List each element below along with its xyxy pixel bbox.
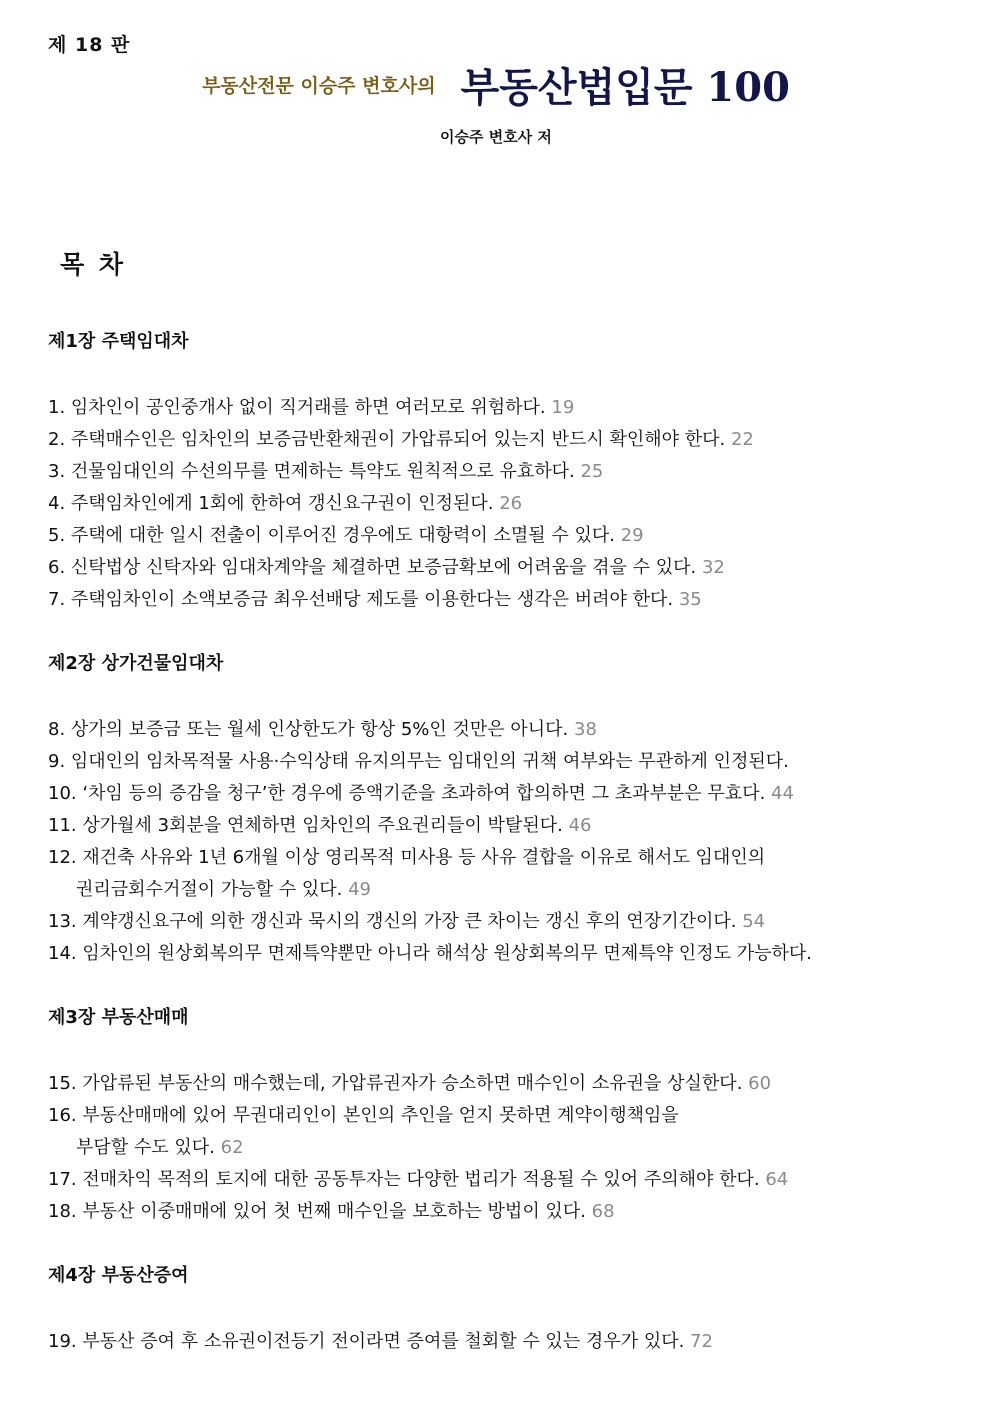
toc-entry-text: 7. 주택임차인이 소액보증금 최우선배당 제도를 이용한다는 생각은 버려야 한다. [48, 589, 674, 610]
toc-entry [48, 810, 958, 842]
toc-entry-text: 16. 부동산매매에 있어 무권대리인이 본인의 추인을 얻지 못하면 계약이행책임을 [48, 1105, 679, 1126]
toc-entry-text: 12. 재건축 사유와 1년 6개월 이상 영리목적 미사용 등 사유 결합을 이유로 해서도 임대인의 [48, 847, 766, 868]
toc-entry [48, 938, 958, 970]
toc-entry-text: 8. 상가의 보증금 또는 월세 인상한도가 항상 5%인 것만은 아니다. [48, 719, 569, 740]
toc-entry-page-number: 72 [690, 1331, 713, 1352]
table-of-contents [48, 326, 958, 1390]
author-line: 이승주 변호사 저 [440, 128, 552, 146]
toc-entry-text: 5. 주택에 대한 일시 전출이 이루어진 경우에도 대항력이 소멸될 수 있다. [48, 525, 615, 546]
book-title: 부동산법입문 100 [460, 64, 790, 111]
toc-entry [48, 906, 958, 938]
toc-entry-text: 1. 임차인이 공인중개사 없이 직거래를 하면 여러모로 위험하다. [48, 397, 546, 418]
chapter-title: 제4장 부동산증여 [48, 1265, 189, 1286]
toc-entry [48, 1068, 958, 1100]
toc-entry-page-number: 60 [748, 1073, 772, 1094]
toc-entry-page-number: 64 [765, 1169, 789, 1190]
toc-entry [48, 456, 958, 488]
toc-entry-page-number: 49 [348, 879, 371, 900]
toc-entry [48, 584, 958, 616]
toc-entry-text: 14. 임차인의 원상회복의무 면제특약뿐만 아니라 해석상 원상회복의무 면제특약 인정도 가능하다. [48, 943, 812, 964]
toc-entry [48, 1196, 958, 1228]
chapter-block [48, 1002, 958, 1228]
chapter-block [48, 1260, 958, 1358]
toc-heading: 목 차 [60, 250, 127, 279]
chapter-title: 제1장 주택임대차 [48, 331, 189, 352]
chapter-title: 제2장 상가건물임대차 [48, 653, 224, 674]
toc-entry-page-number: 19 [551, 397, 575, 418]
toc-entry [48, 520, 958, 552]
toc-entry [48, 778, 958, 810]
toc-entry [48, 552, 958, 584]
toc-entry-text: 4. 주택임차인에게 1회에 한하여 갱신요구권이 인정된다. [48, 493, 494, 514]
toc-entry-text: 권리금회수거절이 가능할 수 있다. [76, 879, 343, 900]
toc-entry-continuation [48, 874, 958, 906]
toc-entry-page-number: 54 [742, 911, 766, 932]
toc-entry-text: 17. 전매차익 목적의 토지에 대한 공동투자는 다양한 법리가 적용될 수 있어 주의해야 한다. [48, 1169, 760, 1190]
toc-entry-page-number: 22 [730, 429, 754, 450]
toc-entry [48, 714, 958, 746]
toc-entry-page-number: 35 [678, 589, 702, 610]
toc-entry-text: 9. 임대인의 임차목적물 사용·수익상태 유지의무는 임대인의 귀책 여부와는 무관하게 인정된다. [48, 751, 789, 772]
toc-entry [48, 746, 958, 778]
edition-label: 제 18 판 [48, 34, 131, 56]
toc-entry-page-number: 62 [220, 1137, 244, 1158]
toc-entry-text: 13. 계약갱신요구에 의한 갱신과 묵시의 갱신의 가장 큰 차이는 갱신 후의 연장기간이다. [48, 911, 737, 932]
toc-entry [48, 1164, 958, 1196]
toc-entry [48, 424, 958, 456]
toc-entry-text: 10. ‘차임 등의 증감을 청구’한 경우에 증액기준을 초과하여 합의하면 그 초과부분은 무효다. [48, 783, 766, 804]
toc-entry-page-number: 32 [701, 557, 725, 578]
toc-entry-page-number: 25 [580, 461, 604, 482]
toc-entry-text: 3. 건물임대인의 수선의무를 면제하는 특약도 원칙적으로 유효하다. [48, 461, 575, 482]
toc-entry-page-number: 68 [591, 1201, 615, 1222]
toc-entry-text: 19. 부동산 증여 후 소유권이전등기 전이라면 증여를 철회할 수 있는 경우가 있다. [48, 1331, 685, 1352]
toc-entry-page-number: 29 [620, 525, 644, 546]
toc-entry-text: 6. 신탁법상 신탁자와 임대차계약을 체결하면 보증금확보에 어려움을 겪을 수 있다. [48, 557, 697, 578]
toc-entry [48, 842, 958, 874]
toc-entry-page-number: 46 [568, 815, 592, 836]
toc-entry [48, 392, 958, 424]
toc-entry [48, 488, 958, 520]
toc-entry-page-number: 44 [771, 783, 794, 804]
toc-entry-text: 18. 부동산 이중매매에 있어 첫 번째 매수인을 보호하는 방법이 있다. [48, 1201, 586, 1222]
chapter-title: 제3장 부동산매매 [48, 1007, 189, 1028]
toc-entry-text: 11. 상가월세 3회분을 연체하면 임차인의 주요권리들이 박탈된다. [48, 815, 563, 836]
title-row [0, 56, 992, 113]
chapter-block [48, 326, 958, 616]
toc-entry-page-number: 26 [499, 493, 523, 514]
toc-entry-continuation [48, 1132, 958, 1164]
book-subtitle: 부동산전문 이승주 변호사의 [202, 75, 436, 97]
toc-entry [48, 1326, 958, 1358]
toc-entry-text: 부담할 수도 있다. [76, 1137, 215, 1158]
toc-entry-text: 2. 주택매수인은 임차인의 보증금반환채권이 가압류되어 있는지 반드시 확인해야 한다. [48, 429, 726, 450]
toc-entry-text: 15. 가압류된 부동산의 매수했는데, 가압류권자가 승소하면 매수인이 소유권을 상실한다. [48, 1073, 743, 1094]
chapter-block [48, 648, 958, 970]
toc-entry-page-number: 38 [574, 719, 597, 740]
toc-entry [48, 1100, 958, 1132]
